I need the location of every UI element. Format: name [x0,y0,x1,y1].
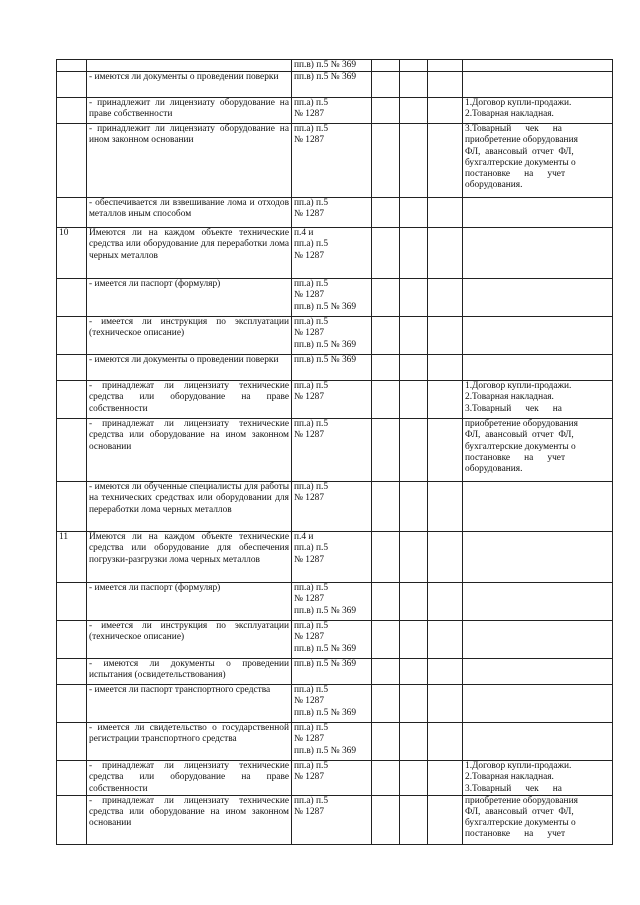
mark-cell-na [428,482,463,532]
legal-reference: пп.а) п.5 № 1287 пп.в) п.5 № 369 [292,583,372,621]
mark-cell-yes [372,659,400,685]
requirement-text: Имеются ли на каждом объекте технические средства или оборудование для переработки лома черных металлов [87,228,292,279]
legal-reference: пп.в) п.5 № 369 [292,355,372,381]
supporting-documents [463,60,613,72]
row-number [57,621,87,659]
mark-cell-yes [372,124,400,198]
table-row [57,482,613,532]
mark-cell-no [400,317,428,355]
supporting-documents [463,228,613,279]
supporting-documents [463,279,613,317]
mark-cell-na [428,419,463,482]
supporting-documents: 1.Договор купли-продажи. 2.Товарная накладная. 3.Товарный чек на [463,381,613,419]
mark-cell-no [400,419,428,482]
mark-cell-no [400,659,428,685]
supporting-documents: 3.Товарный чек на приобретение оборудования ФЛ, авансовый отчет ФЛ, бухгалтерские документы о постановке на учет оборудования. [463,124,613,198]
row-number [57,659,87,685]
table-row [57,685,613,723]
mark-cell-no [400,723,428,761]
mark-cell-na [428,317,463,355]
requirement-text: - имеется ли свидетельство о государственной регистрации транспортного средства [87,723,292,761]
mark-cell-na [428,355,463,381]
row-number [57,60,87,72]
row-number [57,124,87,198]
table-row [57,317,613,355]
mark-cell-yes [372,419,400,482]
mark-cell-na [428,381,463,419]
mark-cell-na [428,72,463,98]
mark-cell-na [428,723,463,761]
legal-reference: пп.а) п.5 № 1287 [292,381,372,419]
mark-cell-yes [372,355,400,381]
table-row [57,659,613,685]
row-number [57,98,87,124]
table-row [57,621,613,659]
supporting-documents [463,583,613,621]
row-number [57,198,87,228]
mark-cell-yes [372,583,400,621]
row-number [57,355,87,381]
mark-cell-yes [372,198,400,228]
row-number [57,795,87,844]
requirement-text [87,60,292,72]
mark-cell-no [400,795,428,844]
mark-cell-yes [372,317,400,355]
mark-cell-no [400,583,428,621]
mark-cell-no [400,60,428,72]
mark-cell-na [428,198,463,228]
requirement-text: - имеется ли инструкция по эксплуатации (техническое описание) [87,317,292,355]
legal-reference: пп.а) п.5 № 1287 пп.в) п.5 № 369 [292,723,372,761]
mark-cell-na [428,621,463,659]
supporting-documents [463,482,613,532]
table-row [57,583,613,621]
legal-reference: пп.а) п.5 № 1287 [292,124,372,198]
legal-reference: пп.в) п.5 № 369 [292,60,372,72]
mark-cell-no [400,72,428,98]
requirement-text: - обеспечивается ли взвешивание лома и отходов металлов иным способом [87,198,292,228]
requirement-text: - имеются ли документы о проведении поверки [87,72,292,98]
mark-cell-yes [372,98,400,124]
legal-reference: пп.а) п.5 № 1287 пп.в) п.5 № 369 [292,621,372,659]
supporting-documents: 1.Договор купли-продажи. 2.Товарная накладная. [463,98,613,124]
mark-cell-na [428,60,463,72]
requirement-text: - имеется ли паспорт (формуляр) [87,279,292,317]
row-number [57,279,87,317]
row-number [57,381,87,419]
mark-cell-na [428,532,463,583]
mark-cell-yes [372,60,400,72]
supporting-documents: 1.Договор купли-продажи. 2.Товарная накладная. 3.Товарный чек на [463,761,613,796]
table-row [57,355,613,381]
row-number [57,583,87,621]
table-row [57,723,613,761]
table-row [57,198,613,228]
requirement-text: Имеются ли на каждом объекте технические средства или оборудование для обеспечения погрузки-разгрузки лома черных металлов [87,532,292,583]
mark-cell-na [428,98,463,124]
supporting-documents: приобретение оборудования ФЛ, авансовый отчет ФЛ, бухгалтерские документы о постановке на учет [463,795,613,844]
mark-cell-na [428,761,463,796]
mark-cell-na [428,659,463,685]
requirement-text: - имеются ли обученные специалисты для работы на технических средствах или оборудовании для переработки лома черных металлов [87,482,292,532]
mark-cell-yes [372,795,400,844]
mark-cell-yes [372,685,400,723]
legal-reference: пп.а) п.5 № 1287 [292,98,372,124]
requirement-text: - принадлежит ли лицензиату оборудование на праве собственности [87,98,292,124]
supporting-documents [463,317,613,355]
supporting-documents: приобретение оборудования ФЛ, авансовый отчет ФЛ, бухгалтерские документы о постановке на учет оборудования. [463,419,613,482]
mark-cell-na [428,685,463,723]
mark-cell-yes [372,72,400,98]
row-number [57,482,87,532]
mark-cell-no [400,761,428,796]
requirement-text: - имеется ли инструкция по эксплуатации (техническое описание) [87,621,292,659]
supporting-documents [463,198,613,228]
mark-cell-no [400,198,428,228]
supporting-documents [463,355,613,381]
requirement-text: - принадлежат ли лицензиату технические средства или оборудование на праве собственности [87,381,292,419]
supporting-documents [463,621,613,659]
supporting-documents [463,723,613,761]
row-number: 11 [57,532,87,583]
mark-cell-na [428,795,463,844]
legal-reference: пп.а) п.5 № 1287 пп.в) п.5 № 369 [292,279,372,317]
mark-cell-no [400,685,428,723]
mark-cell-na [428,279,463,317]
legal-reference: п.4 и пп.а) п.5 № 1287 [292,532,372,583]
requirement-text: - принадлежат ли лицензиату технические средства или оборудование на праве собственности [87,761,292,796]
mark-cell-no [400,355,428,381]
legal-reference: пп.а) п.5 № 1287 пп.в) п.5 № 369 [292,317,372,355]
supporting-documents [463,72,613,98]
mark-cell-yes [372,482,400,532]
row-number [57,72,87,98]
mark-cell-yes [372,723,400,761]
legal-reference: пп.в) п.5 № 369 [292,72,372,98]
mark-cell-no [400,98,428,124]
mark-cell-yes [372,228,400,279]
mark-cell-yes [372,621,400,659]
mark-cell-no [400,381,428,419]
requirement-text: - имеется ли паспорт (формуляр) [87,583,292,621]
mark-cell-yes [372,381,400,419]
mark-cell-no [400,482,428,532]
row-number [57,419,87,482]
table-row [57,761,613,796]
legal-reference: пп.а) п.5 № 1287 [292,482,372,532]
legal-reference: пп.а) п.5 № 1287 [292,761,372,796]
table-row [57,279,613,317]
mark-cell-no [400,279,428,317]
table-row [57,419,613,482]
mark-cell-no [400,532,428,583]
table-row [57,795,613,844]
mark-cell-na [428,228,463,279]
legal-reference: п.4 и пп.а) п.5 № 1287 [292,228,372,279]
table-row [57,381,613,419]
table-row [57,228,613,279]
legal-reference: пп.а) п.5 № 1287 [292,198,372,228]
requirements-table [56,59,613,845]
requirement-text: - имеются ли документы о проведении поверки [87,355,292,381]
table-row [57,124,613,198]
mark-cell-na [428,124,463,198]
mark-cell-no [400,621,428,659]
row-number: 10 [57,228,87,279]
mark-cell-no [400,228,428,279]
row-number [57,317,87,355]
requirement-text: - имеется ли паспорт транспортного средства [87,685,292,723]
supporting-documents [463,659,613,685]
table-row [57,60,613,72]
requirement-text: - принадлежат ли лицензиату технические средства или оборудование на ином законном основании [87,419,292,482]
requirement-text: - принадлежит ли лицензиату оборудование на ином законном основании [87,124,292,198]
supporting-documents [463,685,613,723]
legal-reference: пп.в) п.5 № 369 [292,659,372,685]
row-number [57,685,87,723]
supporting-documents [463,532,613,583]
mark-cell-yes [372,279,400,317]
table-row [57,98,613,124]
table-row [57,72,613,98]
row-number [57,761,87,796]
requirement-text: - принадлежат ли лицензиату технические средства или оборудование на ином законном основании [87,795,292,844]
mark-cell-no [400,124,428,198]
mark-cell-yes [372,532,400,583]
mark-cell-na [428,583,463,621]
mark-cell-yes [372,761,400,796]
legal-reference: пп.а) п.5 № 1287 [292,795,372,844]
table-row [57,532,613,583]
legal-reference: пп.а) п.5 № 1287 [292,419,372,482]
requirement-text: - имеются ли документы о проведении испытания (освидетельствования) [87,659,292,685]
legal-reference: пп.а) п.5 № 1287 пп.в) п.5 № 369 [292,685,372,723]
row-number [57,723,87,761]
